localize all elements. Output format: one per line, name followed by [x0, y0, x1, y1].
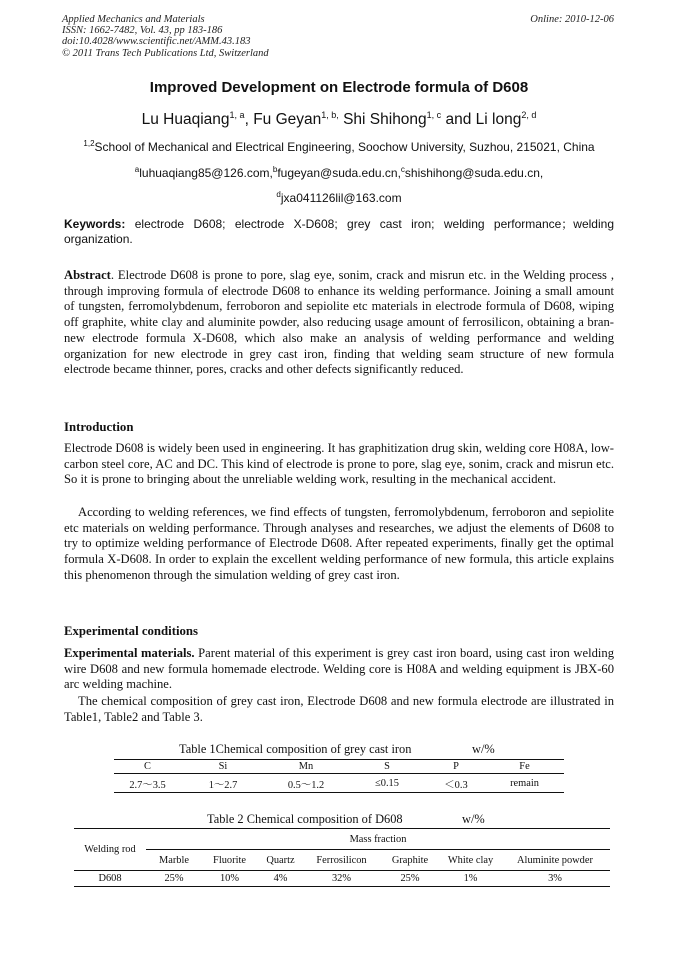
experimental-text: Parent material of this experiment is grey cast iron board, using cast iron welding wire D608 and new formula homemade electrode. Welding core is H08A and welding equipment is JBX-60 arc welding machine. [64, 646, 615, 692]
introduction-paragraph-2: According to welding references, we find effects of tungsten, ferromolybdenum, ferroboron and sepiolite etc materials on welding performance. Through analyses and researches, we adjust the elements of D608 to try to optimize welding performance of Electrode D608. After repeated experiments, finally get the optimal formula X-D608. In order to explain the excellent welding performance of new formula, this article explains this phenomenon through the simulation welding of grey cast iron. [64, 505, 614, 582]
issn: ISSN: 1662-7482, Vol. 43, pp 183-186 [62, 25, 223, 37]
table2 [74, 828, 610, 887]
table-header-cell: White clay [441, 850, 500, 871]
table-cell: 1% [463, 873, 478, 884]
author-sup: 1, a [229, 110, 245, 120]
table-header-cell: Si [218, 761, 228, 772]
table-header-cell: Quartz [257, 850, 304, 871]
table-row [74, 871, 610, 887]
table-header-cell: P [453, 761, 459, 772]
table-cell: 0.5～1.2 [287, 779, 325, 791]
abstract [64, 268, 614, 378]
paper-title: Improved Development on Electrode formula of D608 [149, 79, 529, 96]
table-header-cell: Ferrosilicon [304, 850, 379, 871]
table-group-header-row [74, 829, 610, 850]
introduction-paragraph-1: Electrode D608 is widely been used in engineering. It has graphitization drug skin, welding core H08A, low-carbon steel core, AC and DC. This kind of electrode is prone to pore, slag eye, sonim, crack and misrun etc. So it is prone to bringing about the unreliable welding work, resulting in the mechanical accident. [64, 441, 614, 487]
author-list [0, 110, 678, 129]
table-header-row [74, 850, 610, 871]
table-cell: 10% [219, 873, 240, 884]
table-cell: 25% [400, 873, 420, 884]
table-row-label: D608 [98, 873, 122, 884]
author-name: Shi Shihong [343, 111, 427, 129]
table1-unit: w/% [472, 742, 495, 756]
section-heading-introduction: Introduction [64, 420, 134, 434]
table2-unit: w/% [462, 812, 485, 826]
table2-caption: Table 2 Chemical composition of D608 [207, 812, 403, 826]
email[interactable]: jxa041126lil@163.com [280, 191, 402, 205]
table-cell: 25% [164, 873, 184, 884]
author-sup: 1, b, [321, 110, 339, 120]
table-group-header: Mass fraction [146, 829, 610, 850]
email-sup: d [276, 190, 281, 199]
experimental-paragraph-1 [64, 646, 614, 693]
keywords-label: Keywords: [64, 217, 126, 231]
table-header-cell: S [384, 761, 390, 772]
table-header-cell: Fluorite [202, 850, 257, 871]
email-sup: b [272, 165, 278, 174]
keywords [64, 217, 614, 247]
experimental-materials-label: Experimental materials. [64, 646, 195, 660]
table-cell: 3% [548, 873, 562, 884]
author-separator: , [244, 111, 254, 129]
table-cell: 4% [273, 873, 288, 884]
table-header-cell: Graphite [379, 850, 441, 871]
journal-name: Applied Mechanics and Materials [62, 14, 205, 25]
author-sup: 1, c [426, 110, 442, 120]
table-header-cell: Mn [298, 761, 314, 772]
author-sup: 2, d [521, 110, 537, 120]
affiliation-text: School of Mechanical and Electrical Engineering, Soochow University, Suzhou, 215021, China [94, 140, 595, 154]
online-date: Online: 2010-12-06 [530, 14, 614, 25]
keywords-text: electrode D608; electrode X-D608; grey cast iron; welding performance；welding organization. [64, 217, 614, 246]
table-cell: 1～2.7 [208, 779, 238, 791]
author-name: Li long [475, 111, 522, 129]
table-cell: ＜0.3 [444, 779, 468, 791]
section-heading-experimental: Experimental conditions [64, 624, 199, 638]
table-row [114, 774, 564, 793]
email-sup: a [134, 165, 140, 174]
table1-caption: Table 1Chemical composition of grey cast iron [179, 742, 412, 756]
table1 [114, 759, 564, 793]
affiliation [0, 139, 678, 154]
publication-info [62, 14, 269, 59]
experimental-paragraph-2: The chemical composition of grey cast iron, Electrode D608 and new formula electrode are illustrated in Table1, Table2 and Table 3. [64, 694, 614, 724]
table-header-row [114, 760, 564, 774]
table-cell: remain [510, 777, 539, 789]
email-sup: c [400, 165, 405, 174]
table-header-cell: Fe [519, 761, 530, 772]
abstract-label: Abstract [64, 268, 111, 282]
author-name: Lu Huaqiang [141, 111, 230, 129]
author-name: Fu Geyan [253, 111, 322, 129]
author-separator: and [441, 111, 476, 129]
table-cell: 2.7～3.5 [129, 779, 166, 791]
table-cell: 32% [331, 873, 352, 884]
email[interactable]: luhuaqiang85@126.com, [139, 166, 273, 180]
table-header-cell: C [144, 761, 151, 772]
table-header-cell: Aluminite powder [500, 850, 610, 871]
copyright: © 2011 Trans Tech Publications Ltd, Switzerland [62, 47, 269, 59]
affiliation-sup: 1,2 [83, 139, 95, 148]
abstract-text: . Electrode D608 is prone to pore, slag eye, sonim, crack and misrun etc. in the Welding process , through improving formula of electrode D608 to enhance its welding performance. Joining a small amount of tungsten, ferromolybdenum, ferroboron and sepiolite etc materials in electrode formula of D608, wiping off graphite, white clay and aluminite powder, also reducing usage amount of ferrosilicon, obtaining a bran-new electrode formula X-D608, which also make an analysis of welding performance and welding organization for new electrode in grey cast iron, finding that welding seam structure of new formula electrode became thinner, pores, cracks and other defects significantly reduced. [64, 268, 614, 377]
email[interactable]: shishihong@suda.edu.cn, [404, 166, 544, 180]
email[interactable]: fugeyan@suda.edu.cn, [277, 166, 401, 180]
table-header-cell: Marble [146, 850, 202, 871]
table-row-header: Welding rod [74, 829, 146, 871]
table-cell: ≤0.15 [375, 777, 399, 789]
doi: doi:10.4028/www.scientific.net/AMM.43.183 [62, 36, 251, 48]
email-list [0, 159, 678, 209]
